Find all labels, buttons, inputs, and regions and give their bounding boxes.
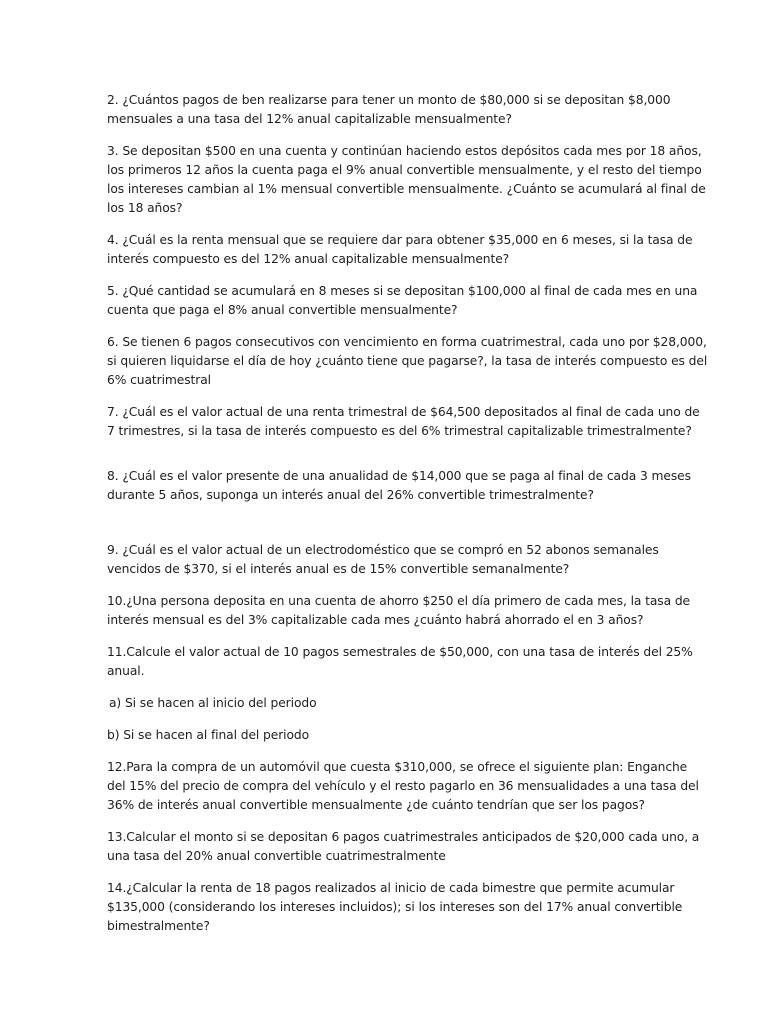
problem-10: 10.¿Una persona deposita en una cuenta de ahorro $250 el día primero de cada mes, la tasa de interés mensual es del 3% capitalizable cada mes ¿cuánto habrá ahorrado el en 3 años? bbox=[107, 594, 691, 627]
problem-14: 14.¿Calcular la renta de 18 pagos realizados al inicio de cada bimestre que permite acumular $135,000 (considerando los intereses incluidos); si los intereses son del 17% anual convertible bimestralmente? bbox=[107, 881, 683, 933]
problem-11-option-a: a) Si se hacen al inicio del periodo bbox=[109, 696, 317, 710]
problem-12: 12.Para la compra de un automóvil que cuesta $310,000, se ofrece el siguiente plan: Enganche del 15% del precio de compra del vehículo y el resto pagarlo en 36 mensualidades a una tasa del 36% de interés anual convertible mensualmente ¿de cuánto tendrían que ser los pagos? bbox=[107, 760, 699, 812]
problem-11: 11.Calcule el valor actual de 10 pagos semestrales de $50,000, con una tasa de interés del 25% anual. bbox=[107, 645, 693, 678]
problem-4: 4. ¿Cuál es la renta mensual que se requiere dar para obtener $35,000 en 6 meses, si la tasa de interés compuesto es del 12% anual capitalizable mensualmente? bbox=[107, 233, 693, 266]
problem-3: 3. Se depositan $500 en una cuenta y continúan haciendo estos depósitos cada mes por 18 años, los primeros 12 años la cuenta paga el 9% anual convertible mensualmente, y el resto del tiempo los intereses cambian al 1% mensual convertible mensualmente. ¿Cuánto se acumulará al final de los 18 años? bbox=[107, 144, 706, 215]
problem-11-option-b: b) Si se hacen al final del periodo bbox=[107, 728, 310, 742]
problem-5: 5. ¿Qué cantidad se acumulará en 8 meses si se depositan $100,000 al final de cada mes en una cuenta que paga el 8% anual convertible mensualmente? bbox=[107, 284, 698, 317]
problem-8: 8. ¿Cuál es el valor presente de una anualidad de $14,000 que se paga al final de cada 3 meses durante 5 años, suponga un interés anual del 26% convertible trimestralmente? bbox=[107, 469, 691, 502]
problem-7: 7. ¿Cuál es el valor actual de una renta trimestral de $64,500 depositados al final de cada uno de 7 trimestres, si la tasa de interés compuesto es del 6% trimestral capitalizable trimestralmente? bbox=[107, 405, 700, 438]
problem-2: 2. ¿Cuántos pagos de ben realizarse para tener un monto de $80,000 si se depositan $8,000 mensuales a una tasa del 12% anual capitalizable mensualmente? bbox=[107, 93, 671, 126]
problem-13: 13.Calcular el monto si se depositan 6 pagos cuatrimestrales anticipados de $20,000 cada uno, a una tasa del 20% anual convertible cuatrimestralmente bbox=[107, 830, 700, 863]
problem-9: 9. ¿Cuál es el valor actual de un electrodoméstico que se compró en 52 abonos semanales vencidos de $370, si el interés anual es de 15% convertible semanalmente? bbox=[107, 543, 659, 576]
problem-6: 6. Se tienen 6 pagos consecutivos con vencimiento en forma cuatrimestral, cada uno por $28,000, si quieren liquidarse el día de hoy ¿cuánto tiene que pagarse?, la tasa de interés compuesto es del 6% cuatrimestral bbox=[107, 335, 708, 387]
